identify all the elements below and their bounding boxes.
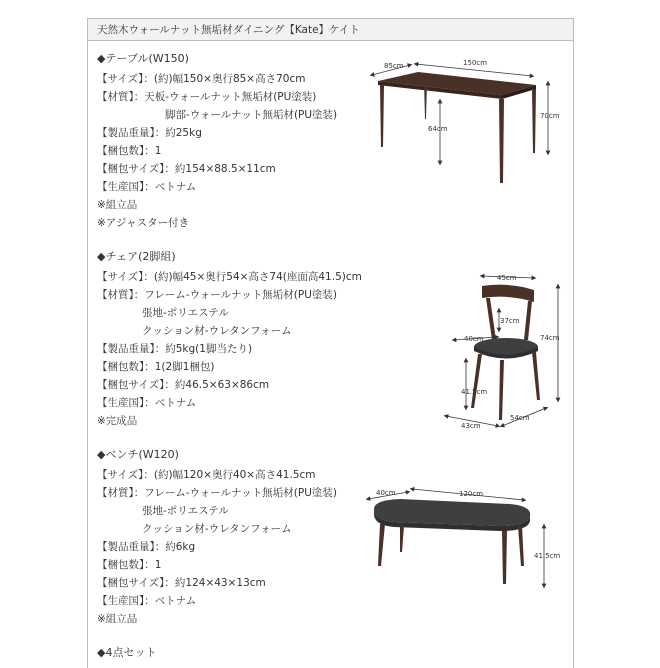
table-width-label: 150cm [463, 59, 488, 67]
bench-material-cushion: クッション材-ウレタンフォーム [142, 523, 292, 535]
bench-weight: 【製品重量】：約6kg [97, 541, 196, 553]
bench-package-size: 【梱包サイズ】：約124×43×13cm [97, 577, 266, 589]
chair-packages: 【梱包数】：1(2脚1梱包) [97, 361, 215, 373]
set-spec-section [97, 644, 156, 662]
bench-material: 【材質】：フレーム-ウォールナット無垢材(PU塗装) [97, 487, 337, 499]
chair-leg-back-right [532, 352, 540, 400]
table-origin: 【生産国】：ベトナム [97, 181, 197, 193]
chair-leg-front-left [471, 354, 482, 408]
bench-section-title: ◆ベンチ(W120) [97, 448, 179, 461]
bench-width-label: 120cm [459, 490, 484, 498]
bench-origin: 【生産国】：ベトナム [97, 595, 197, 607]
bench-depth-label: 40cm [376, 489, 396, 497]
chair-base-width-label: 43cm [461, 422, 481, 430]
bench-packages: 【梱包数】：1 [97, 559, 162, 571]
table-section-title: ◆テーブル(W150) [97, 52, 189, 65]
chair-back-label: 37cm [500, 317, 520, 325]
chair-depth-label: 54cm [510, 414, 530, 422]
set-section-title: ◆4点セット [97, 646, 157, 659]
table-clearance-label: 64cm [428, 125, 448, 133]
chair-material: 【材質】：フレーム-ウォールナット無垢材(PU塗装) [97, 289, 337, 301]
bench-leg-back-right [518, 526, 524, 566]
page-title: 天然木ウォールナット無垢材ダイニング【Kate】ケイト [88, 19, 573, 41]
bench-height-label: 41.5cm [534, 552, 560, 560]
chair-top-width-label: 45cm [497, 274, 517, 282]
bench-spec-section [97, 446, 337, 628]
table-material: 【材質】：天板-ウォールナット無垢材(PU塗装) [97, 91, 317, 103]
table-dimension-illustration [360, 55, 560, 190]
table-weight: 【製品重量】：約25kg [97, 127, 202, 139]
bench-dimension-illustration [360, 482, 560, 592]
bench-leg-back-left [400, 526, 404, 552]
chair-seat-width-label: 40cm [464, 335, 484, 343]
bench-seat-cushion [374, 499, 530, 526]
chair-weight: 【製品重量】：約5kg(1脚当たり) [97, 343, 253, 355]
bench-material-fabric: 張地-ポリエステル [142, 505, 229, 517]
chair-height-label: 74cm [540, 334, 560, 342]
chair-origin: 【生産国】：ベトナム [97, 397, 197, 409]
table-packages: 【梱包数】：1 [97, 145, 162, 157]
bench-leg-front-left [378, 524, 385, 566]
table-spec-section [97, 50, 337, 232]
chair-dimension-illustration [440, 268, 570, 433]
table-size: 【サイズ】：(約)幅150×奥行85×高さ70cm [97, 73, 306, 85]
bench-note: ※組立品 [97, 613, 138, 625]
bench-size: 【サイズ】：(約)幅120×奥行40×高さ41.5cm [97, 469, 316, 481]
bench-leg-front-right [502, 530, 507, 584]
chair-material-cushion: クッション材-ウレタンフォーム [142, 325, 292, 337]
chair-section-title: ◆チェア(2脚組) [97, 250, 176, 263]
chair-leg-front-right [499, 360, 504, 420]
table-leg-back-left [424, 81, 427, 119]
chair-size: 【サイズ】：(約)幅45×奥行54×高さ74(座面高41.5)cm [97, 271, 362, 283]
table-depth-label: 85cm [384, 62, 404, 70]
chair-package-size: 【梱包サイズ】：約46.5×63×86cm [97, 379, 270, 391]
table-leg-back-right [532, 89, 536, 153]
chair-note: ※完成品 [97, 415, 138, 427]
table-material-leg: 脚部-ウォールナット無垢材(PU塗装) [165, 109, 338, 121]
table-package-size: 【梱包サイズ】：約154×88.5×11cm [97, 163, 276, 175]
chair-seat-height-label: 41.5cm [461, 388, 488, 396]
table-leg-front-right [499, 99, 504, 183]
table-leg-front-left [380, 85, 384, 147]
table-note-assembly: ※組立品 [97, 199, 138, 211]
table-note-adjuster: ※アジャスター付き [97, 217, 190, 229]
chair-material-fabric: 張地-ポリエステル [142, 307, 229, 319]
table-height-label: 70cm [540, 112, 560, 120]
chair-spec-section [97, 248, 362, 430]
